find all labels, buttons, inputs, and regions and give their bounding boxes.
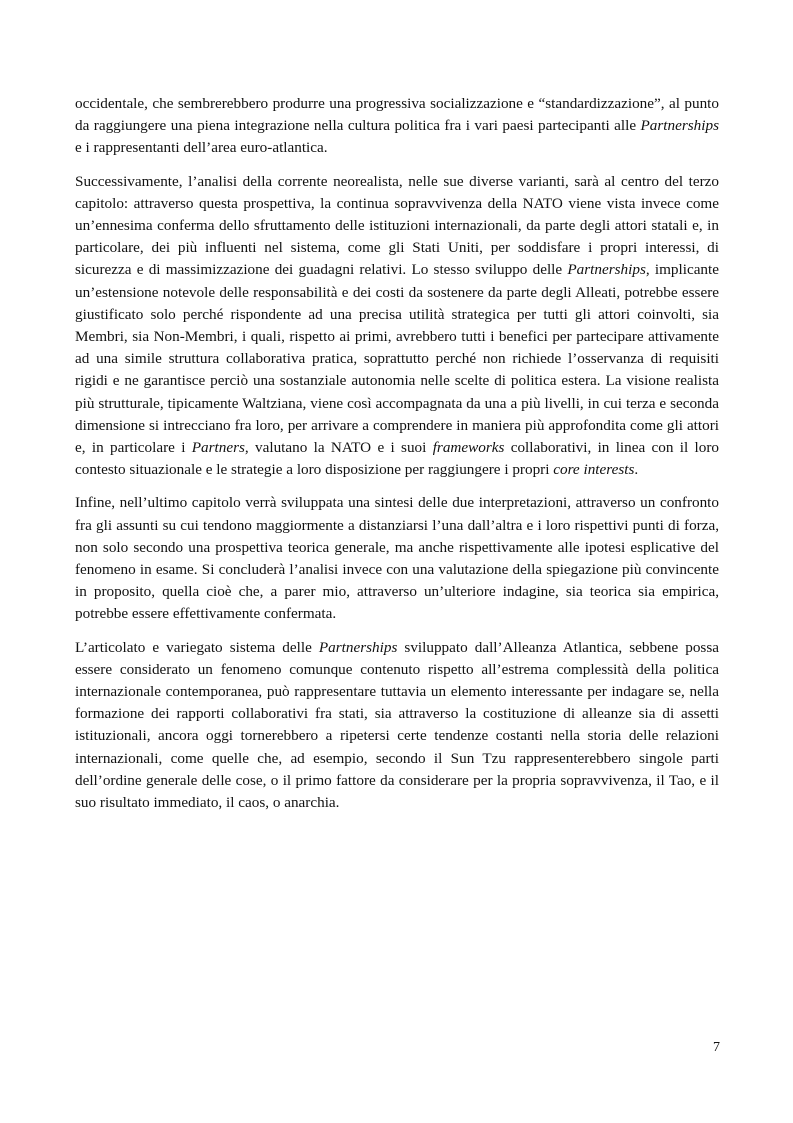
text-run: Infine, nell’ultimo capitolo verrà sviluppata una sintesi delle due interpretazioni, attraverso un confronto fra gli assunti su cui tendono maggiormente a distanziarsi l’una dall’altra e i loro rispettivi punti di forza, non solo secondo una prospettiva teorica generale, ma anche rispettivamente alle ipotesi esplicative del fenomeno in esame. Si concluderà l’analisi invece con una valutazione della spiegazione più convincente in proposito, quella cioè che, a parer mio, attraverso un’ulteriore indagine, sia teorica sia empirica, potrebbe essere effettivamente confermata.	[75, 494, 719, 623]
italic-term: Partnerships	[567, 261, 646, 279]
italic-term: Partners	[191, 439, 245, 457]
text-run: e i rappresentanti dell’area euro-atlantica.	[75, 139, 328, 157]
italic-term: Partnerships	[318, 638, 398, 656]
text-run: sviluppato dall’Alleanza Atlantica, sebbene possa essere considerato un fenomeno comunque contenuto rispetto all’estrema complessità della politica internazionale contemporanea, può rappresentare tuttavia un elemento interessante per indagare se, nella formazione dei rapporti collaborativi fra stati, sia attraverso la costituzione di alleanze sia di assetti istituzionali, ancora oggi tornerebbero a ripetersi certe tendenze costanti nella storia delle relazioni internazionali, come quelle che, ad esempio, secondo il Sun Tzu rappresenterebbero singole parti dell’ordine generale delle cose, o il primo fattore da considerare per la propria sopravvivenza, il Tao, e il suo risultato immediato, il caos, o anarchia.	[75, 638, 719, 812]
paragraph-3	[75, 492, 719, 625]
italic-term: core interests	[553, 461, 635, 479]
paragraph-1	[75, 93, 719, 160]
text-run: collaborativi, in linea con il loro contesto situazionale e le strategie a loro disposizione per raggiungere i propri	[75, 439, 720, 479]
text-run: .	[634, 461, 639, 479]
text-run: occidentale, che sembrerebbero produrre una progressiva socializzazione e “standardizzazione”, al punto da raggiungere una piena integrazione nella cultura politica fra i vari paesi partecipanti alle	[75, 95, 719, 135]
body-text	[75, 93, 719, 825]
page-number: 7	[713, 1040, 720, 1055]
text-run: , implicante un’estensione notevole delle responsabilità e dei costi da sostenere da parte degli Alleati, potrebbe essere giustificato solo perché rispondente ad una precisa utilità strategica per tutti gli attori coinvolti, sia Membri, sia Non-Membri, i quali, rispetto ai primi, avrebbero tutti i benefici per partecipare attivamente ad una simile struttura collaborativa pratica, soprattutto perché non richiede l’osservanza di requisiti rigidi e ne garantisce perciò una sostanziale autonomia nelle scelte di politica estera. La visione realista più strutturale, tipicamente Waltziana, viene così accompagnata da una a più livelli, in cui terza e seconda dimensione si intrecciano fra loro, per arrivare a comprendere in maniera più approfondita come gli attori e, in particolare i	[75, 261, 719, 457]
text-run: Successivamente, l’analisi della corrente neorealista, nelle sue diverse varianti, sarà al centro del terzo capitolo: attraverso questa prospettiva, la continua sopravvivenza della NATO viene vista invece come un’ennesima conferma dello sfruttamento delle istituzioni internazionali, da parte degli attori statali e, in particolare, dei più influenti nel sistema, come gli Stati Uniti, per soddisfare i propri interessi, di sicurezza e di massimizzazione dei guadagni relativi. Lo stesso sviluppo delle	[75, 172, 719, 279]
italic-term: Partnerships	[640, 117, 719, 135]
paragraph-2	[75, 171, 719, 482]
italic-term: frameworks	[432, 439, 505, 457]
text-run: , valutano la NATO e i suoi	[244, 439, 433, 457]
paragraph-4	[75, 637, 719, 815]
text-run: L’articolato e variegato sistema delle	[75, 638, 319, 656]
